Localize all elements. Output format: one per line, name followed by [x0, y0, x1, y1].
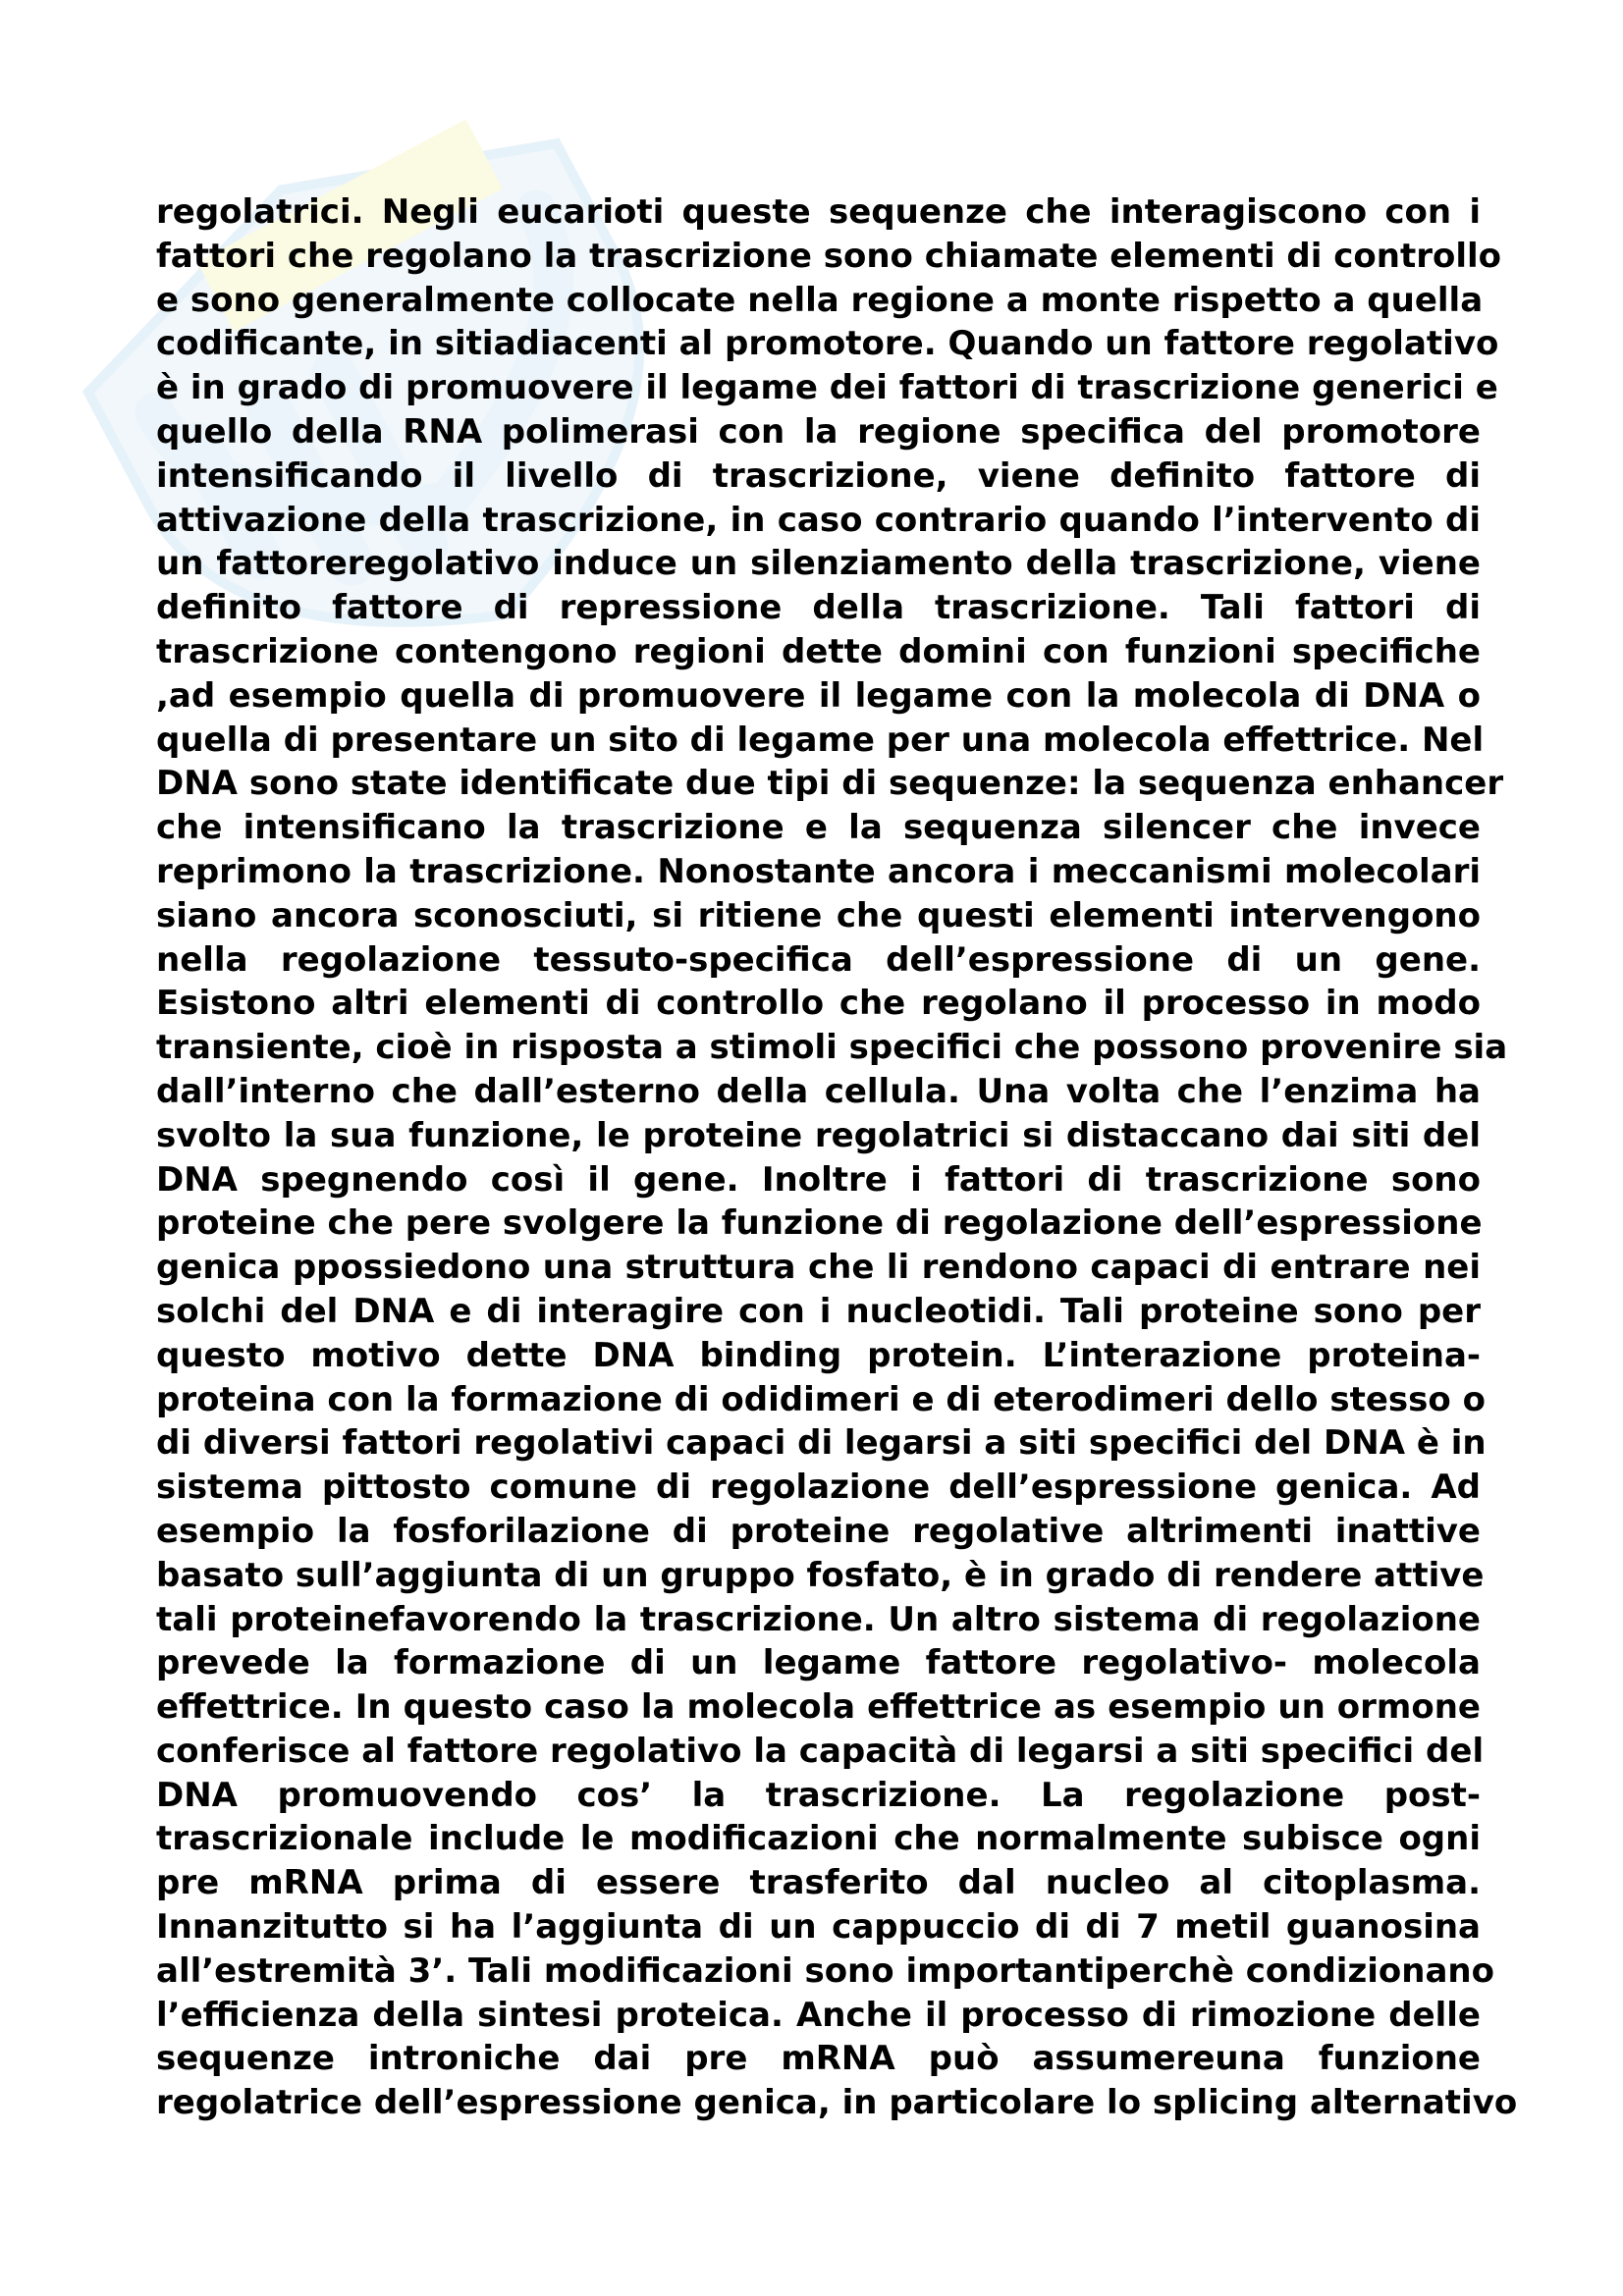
text-line: quello della RNA polimerasi con la regione specifica del promotore	[156, 411, 1481, 452]
text-line: intensificando il livello di trascrizione, viene definito fattore di	[156, 455, 1481, 496]
text-line: quella di presentare un sito di legame per una molecola effettrice. Nel	[156, 720, 1485, 760]
text-line: genica ppossiedono una struttura che li rendono capaci di entrare nei	[156, 1248, 1481, 1288]
document-body	[156, 190, 1518, 2125]
text-line: trascrizionale include le modificazioni che normalmente subisce ogni	[156, 1819, 1481, 1859]
text-line: prevede la formazione di un legame fattore regolativo- molecola	[156, 1643, 1481, 1683]
text-line: basato sull’aggiunta di un gruppo fosfato, è in grado di rendere attive	[156, 1555, 1485, 1595]
text-line: Innanzitutto si ha l’aggiunta di un cappuccio di di 7 metil guanosina	[156, 1907, 1481, 1948]
text-line: l’efficienza della sintesi proteica. Anche il processo di rimozione delle	[156, 1995, 1481, 2035]
text-line: definito fattore di repressione della trascrizione. Tali fattori di	[156, 588, 1481, 628]
text-line: proteine che pere svolgere la funzione di regolazione dell’espressione	[156, 1203, 1483, 1244]
text-line: DNA sono state identificate due tipi di sequenze: la sequenza enhancer	[156, 764, 1504, 804]
text-line: DNA spegnendo così il gene. Inoltre i fattori di trascrizione sono	[156, 1159, 1481, 1200]
text-line: questo motivo dette DNA binding protein. L’interazione proteina-	[156, 1335, 1481, 1375]
text-line: Esistono altri elementi di controllo che regolano il processo in modo	[156, 984, 1481, 1024]
text-line: sequenze introniche dai pre mRNA può assumereuna funzione	[156, 2039, 1481, 2079]
text-line: attivazione della trascrizione, in caso contrario quando l’intervento di	[156, 500, 1481, 540]
text-line: fattori che regolano la trascrizione sono chiamate elementi di controllo	[156, 236, 1502, 276]
text-line: nella regolazione tessuto-specifica dell’espressione di un gene.	[156, 939, 1481, 980]
text-line: che intensificano la trascrizione e la sequenza silencer che invece	[156, 808, 1481, 848]
text-line: esempio la fosforilazione di proteine regolative altrimenti inattive	[156, 1511, 1481, 1551]
text-line: e sono generalmente collocate nella regione a monte rispetto a quella	[156, 280, 1484, 320]
text-line: di diversi fattori regolativi capaci di legarsi a siti specifici del DNA è in	[156, 1423, 1487, 1464]
text-line: ,ad esempio quella di promuovere il legame con la molecola di DNA o	[156, 675, 1481, 716]
text-line: trascrizione contengono regioni dette domini con funzioni specifiche	[156, 631, 1481, 671]
text-line: solchi del DNA e di interagire con i nucleotidi. Tali proteine sono per	[156, 1291, 1481, 1331]
text-line: transiente, cioè in risposta a stimoli specifici che possono provenire sia	[156, 1028, 1508, 1068]
text-line: svolto la sua funzione, le proteine regolatrici si distaccano dai siti del	[156, 1115, 1481, 1155]
text-line: conferisce al fattore regolativo la capacità di legarsi a siti specifici del	[156, 1731, 1485, 1771]
text-line: regolatrici. Negli eucarioti queste sequenze che interagiscono con i	[156, 192, 1481, 232]
text-line: siano ancora sconosciuti, si ritiene che questi elementi intervengono	[156, 895, 1481, 935]
text-line: pre mRNA prima di essere trasferito dal nucleo al citoplasma.	[156, 1863, 1481, 1903]
text-line: dall’interno che dall’esterno della cellula. Una volta che l’enzima ha	[156, 1071, 1481, 1111]
text-line: effettrice. In questo caso la molecola effettrice as esempio un ormone	[156, 1687, 1481, 1728]
text-line: è in grado di promuovere il legame dei fattori di trascrizione generici e	[156, 368, 1498, 408]
text-line: codificante, in sitiadiacenti al promotore. Quando un fattore regolativo	[156, 324, 1499, 364]
text-line: sistema pittosto comune di regolazione dell’espressione genica. Ad	[156, 1468, 1481, 1508]
text-line: un fattoreregolativo induce un silenziamento della trascrizione, viene	[156, 544, 1481, 584]
text-line: proteina con la formazione di odidimeri e di eterodimeri dello stesso o	[156, 1379, 1486, 1419]
text-line: all’estremità 3’. Tali modificazioni sono importantiperchè condizionano	[156, 1950, 1494, 1991]
text-line: tali proteinefavorendo la trascrizione. Un altro sistema di regolazione	[156, 1599, 1481, 1639]
text-line: reprimono la trascrizione. Nonostante ancora i meccanismi molecolari	[156, 851, 1481, 891]
text-line: DNA promuovendo cos’ la trascrizione. La regolazione post-	[156, 1775, 1481, 1815]
text-line: regolatrice dell’espressione genica, in particolare lo splicing alternativo	[156, 2083, 1518, 2123]
